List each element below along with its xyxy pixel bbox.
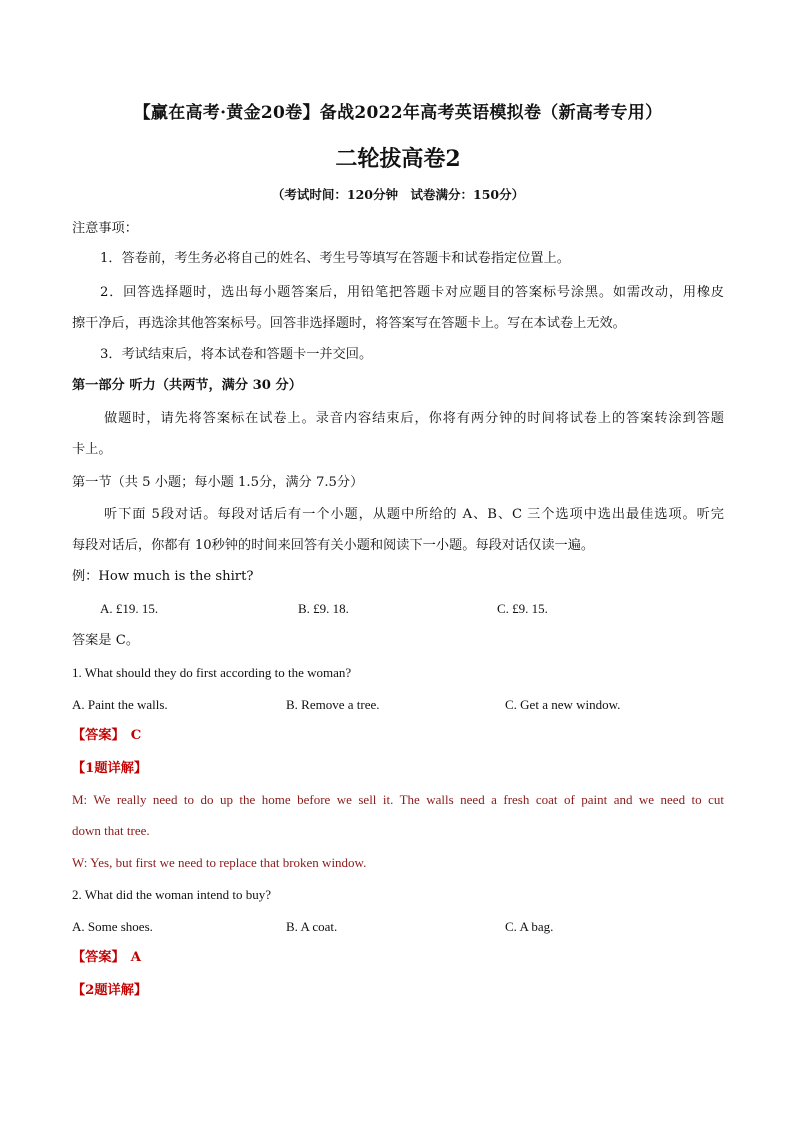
notes-item-1: 1．答卷前，考生务必将自己的姓名、考生号等填写在答题卡和试卷指定位置上。 <box>100 251 570 266</box>
question-1-option-a: A. Paint the walls. <box>72 697 168 712</box>
question-2-option-b: B. A coat. <box>286 919 338 934</box>
question-2-answer <box>72 949 724 967</box>
question-1: 1. What should they do first according to the woman? <box>72 665 352 680</box>
exam-time-info: （考试时间：120分钟 试卷满分：150分） <box>271 187 525 202</box>
example-question: 例：How much is the shirt? <box>72 569 254 584</box>
answer-label: 【答案】 <box>72 950 125 965</box>
question-1-option-c: C. Get a new window. <box>505 697 621 712</box>
example-option-a: A. £19. 15. <box>100 601 159 616</box>
notes-heading: 注意事项： <box>72 221 138 236</box>
question-2-option-a: A. Some shoes. <box>72 919 153 934</box>
part1-intro-line-2: 卡上。 <box>72 442 112 457</box>
answer-value: A <box>130 950 141 965</box>
example-option-b: B. £9. 18. <box>298 601 349 616</box>
question-2: 2. What did the woman intend to buy? <box>72 887 272 902</box>
notes-item-2-line-1: 2．回答选择题时，选出每小题答案后，用铅笔把答题卡对应题目的答案标号涂黑。如需改动，用橡皮 <box>100 285 724 300</box>
question-2-option-c: C. A bag. <box>505 919 554 934</box>
notes-item-2-line-2: 擦干净后，再选涂其他答案标号。回答非选择题时，将答案写在答题卡上。写在本试卷上无效。 <box>72 316 626 331</box>
question-1-transcript-line-1: M: We really need to do up the home before we sell it. The walls need a fresh coat of paint and we need to cut <box>72 792 724 807</box>
section1-intro-line-1: 听下面 5段对话。每段对话后有一个小题，从题中所给的 A、B、C 三个选项中选出最佳选项。听完 <box>104 507 724 522</box>
example-answer: 答案是 C。 <box>72 633 140 648</box>
answer-label: 【答案】 <box>72 728 125 743</box>
part1-heading: 第一部分 听力（共两节，满分 30 分） <box>72 378 302 393</box>
question-1-transcript-line-3: W: Yes, but first we need to replace that broken window. <box>72 855 367 870</box>
document-title: 【赢在高考·黄金20卷】备战2022年高考英语模拟卷（新高考专用） <box>133 103 663 123</box>
question-1-transcript-line-2: down that tree. <box>72 823 150 838</box>
question-1-answer <box>72 727 724 745</box>
question-2-detail-label: 【2题详解】 <box>72 983 148 998</box>
part1-intro-line-1: 做题时，请先将答案标在试卷上。录音内容结束后，你将有两分钟的时间将试卷上的答案转涂到答题 <box>104 411 724 426</box>
example-option-c: C. £9. 15. <box>497 601 548 616</box>
section1-intro-line-2: 每段对话后，你都有 10秒钟的时间来回答有关小题和阅读下一小题。每段对话仅读一遍。 <box>72 538 595 553</box>
notes-item-3: 3．考试结束后，将本试卷和答题卡一并交回。 <box>100 347 373 362</box>
section1-heading: 第一节（共 5 小题；每小题 1.5分，满分 7.5分） <box>72 475 364 490</box>
answer-value: C <box>130 728 142 743</box>
question-1-option-b: B. Remove a tree. <box>286 697 380 712</box>
document-subtitle: 二轮拔高卷2 <box>335 146 461 172</box>
question-1-detail-label: 【1题详解】 <box>72 761 148 776</box>
